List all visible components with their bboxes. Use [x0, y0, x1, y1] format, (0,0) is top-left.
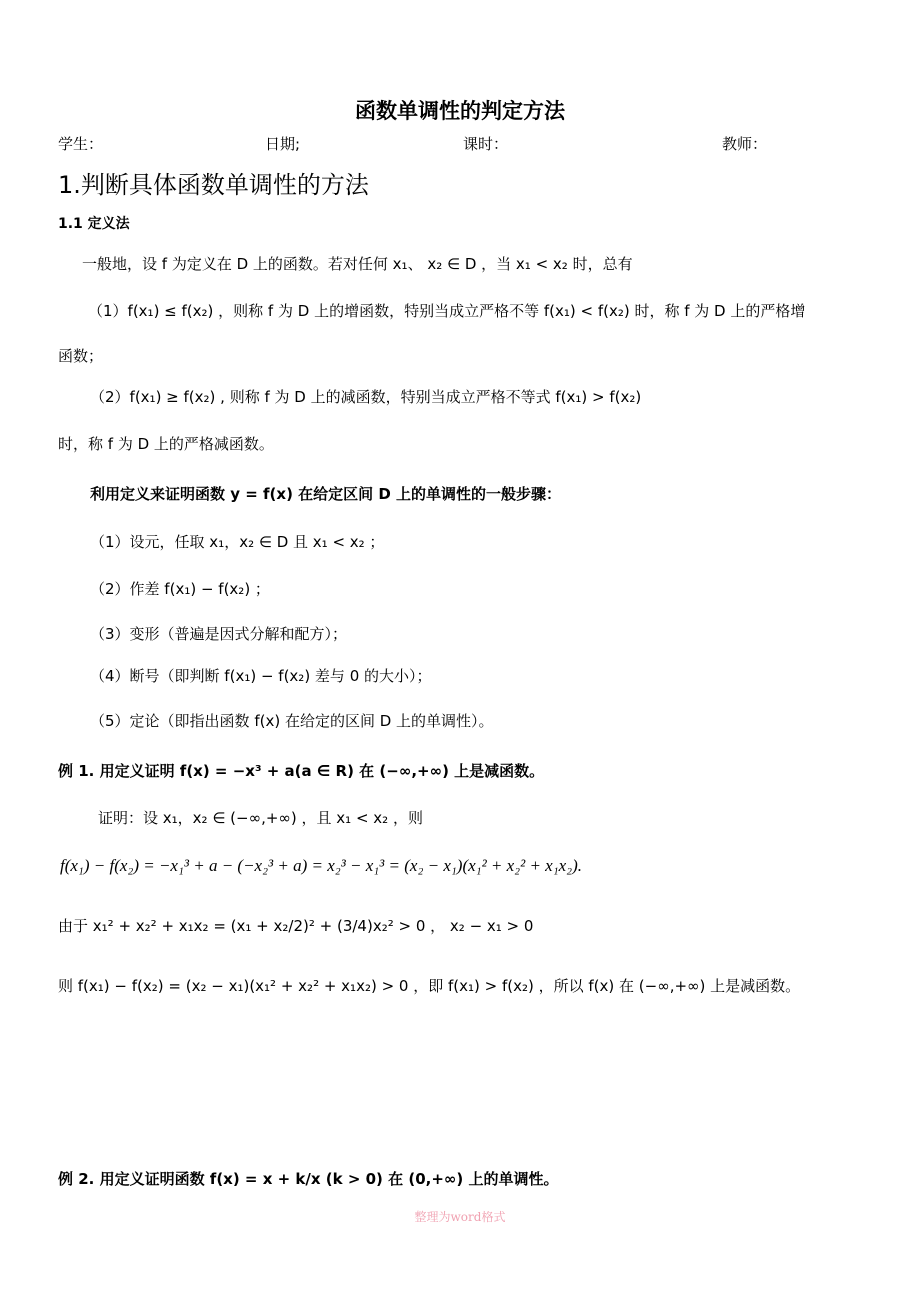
- example-2-heading: 例 2. 用定义证明函数 f(x) = x + k/x (k > 0) 在 (0,+∞) 上的单调性。: [58, 1170, 559, 1188]
- paragraph: （1）f(x₁) ≤ f(x₂) ，则称 f 为 D 上的增函数，特别当成立严格不等 f(x₁) < f(x₂) 时，称 f 为 D 上的严格增: [88, 302, 806, 320]
- subsection-heading: 1.1 定义法: [58, 216, 130, 232]
- step-item: （4）断号（即判断 f(x₁) − f(x₂) 差与 0 的大小）；: [90, 667, 432, 685]
- proof-line: 则 f(x₁) − f(x₂) = (x₂ − x₁)(x₁² + x₂² + x₁x₂) > 0 ，即 f(x₁) > f(x₂) ，所以 f(x) 在 (−∞,+∞) 上是减函数。: [58, 977, 801, 995]
- paragraph: （2）f(x₁) ≥ f(x₂) , 则称 f 为 D 上的减函数，特别当成立严格不等式 f(x₁) > f(x₂): [90, 388, 642, 406]
- example-1-heading: 例 1. 用定义证明 f(x) = −x³ + a(a ∈ R) 在 (−∞,+∞) 上是减函数。: [58, 762, 545, 780]
- date-label: 日期;: [265, 135, 301, 153]
- paragraph: 一般地，设 f 为定义在 D 上的函数。若对任何 x₁、 x₂ ∈ D ，当 x₁ < x₂ 时，总有: [82, 255, 633, 273]
- paragraph: 时，称 f 为 D 上的严格减函数。: [58, 435, 274, 453]
- section-heading: 1.判断具体函数单调性的方法: [58, 171, 369, 199]
- period-label: 课时：: [463, 135, 509, 153]
- step-item: （1）设元，任取 x₁，x₂ ∈ D 且 x₁ < x₂ ；: [90, 533, 385, 551]
- proof-line: 证明：设 x₁，x₂ ∈ (−∞,+∞) ，且 x₁ < x₂ ，则: [98, 809, 423, 827]
- footer-watermark: 整理为word格式: [414, 1210, 506, 1224]
- teacher-label: 教师：: [722, 135, 768, 153]
- step-item: （3）变形（普遍是因式分解和配方）；: [90, 625, 348, 643]
- student-label: 学生：: [58, 135, 104, 153]
- proof-line: 由于 x₁² + x₂² + x₁x₂ = (x₁ + x₂/2)² + (3/4)x₂² > 0 ， x₂ − x₁ > 0: [58, 917, 534, 935]
- page-title: 函数单调性的判定方法: [355, 99, 565, 123]
- paragraph: 函数；: [58, 347, 104, 365]
- step-item: （5）定论（即指出函数 f(x) 在给定的区间 D 上的单调性）。: [90, 712, 494, 730]
- equation: f(x₁) − f(x₂) = −x₁³ + a − (−x₂³ + a) = x₂³ − x₁³ = (x₂ − x₁)(x₁² + x₂² + x₁x₂).: [60, 856, 582, 875]
- step-item: （2）作差 f(x₁) − f(x₂) ；: [90, 580, 270, 598]
- steps-heading: 利用定义来证明函数 y = f(x) 在给定区间 D 上的单调性的一般步骤：: [90, 485, 562, 503]
